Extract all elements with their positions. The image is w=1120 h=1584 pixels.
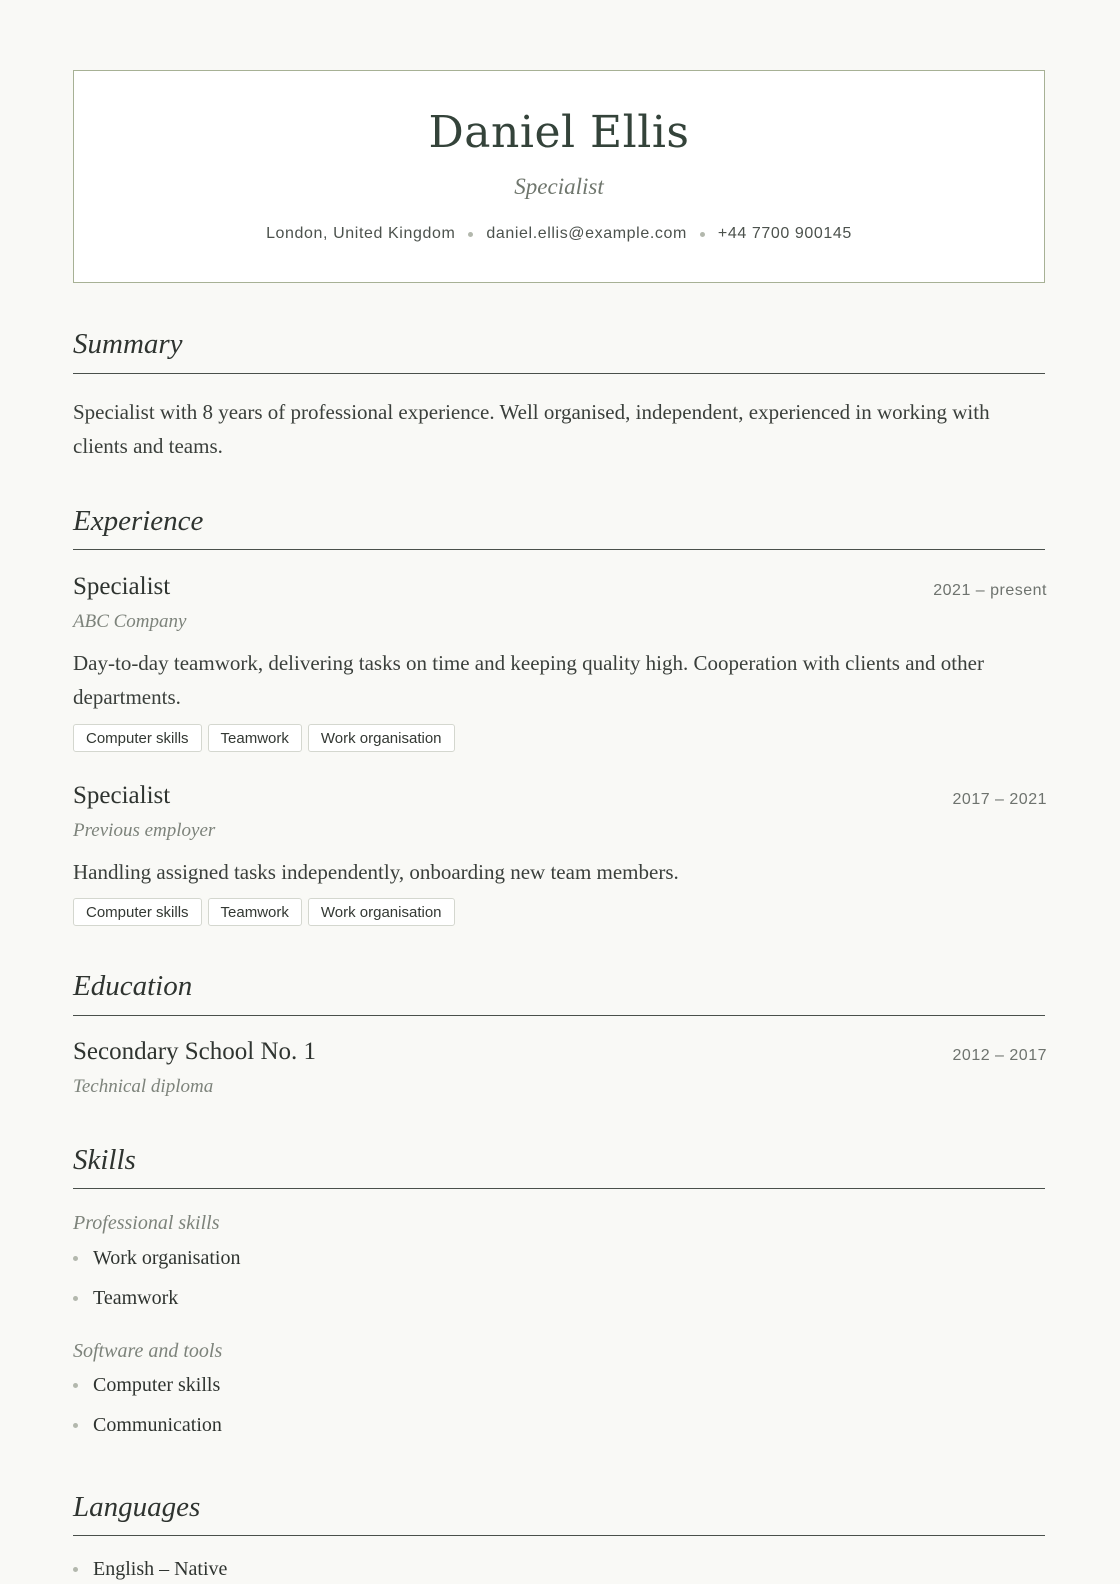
- skill-group-label: Professional skills: [73, 1212, 220, 1234]
- bullet-icon: [73, 1296, 78, 1301]
- job-dates: 2021 – present: [933, 582, 1047, 599]
- candidate-name: Daniel Ellis: [428, 107, 690, 158]
- skill-tag: Teamwork: [208, 724, 302, 752]
- job-description: Handling assigned tasks independently, onboarding new team members.: [73, 860, 679, 884]
- skill-tag: Work organisation: [308, 898, 455, 926]
- separator-dot-icon: [700, 232, 705, 237]
- skill-group-label: Software and tools: [73, 1340, 223, 1362]
- section-title-languages: Languages: [73, 1491, 201, 1523]
- phone-text: +44 7700 900145: [717, 225, 852, 242]
- school-dates: 2012 – 2017: [952, 1047, 1047, 1064]
- language-item: [73, 1558, 227, 1581]
- job-tags: [73, 898, 455, 926]
- email-text: daniel.ellis@example.com: [486, 225, 687, 242]
- skill-tag: Computer skills: [73, 898, 202, 926]
- job-tags: [73, 724, 455, 752]
- job-dates: 2017 – 2021: [952, 791, 1047, 808]
- language-item-label: English – Native: [93, 1558, 228, 1580]
- job-title: Specialist: [73, 782, 171, 809]
- skill-item-label: Computer skills: [93, 1374, 221, 1396]
- resume-header: [73, 70, 1045, 283]
- skill-tag: Computer skills: [73, 724, 202, 752]
- degree-text: Technical diploma: [73, 1076, 214, 1097]
- resume-page: [73, 70, 1047, 1580]
- contact-line: [74, 225, 1044, 243]
- section-title-experience: Experience: [73, 505, 204, 537]
- bullet-icon: [73, 1423, 78, 1428]
- skill-item: [73, 1414, 222, 1437]
- bullet-icon: [73, 1256, 78, 1261]
- job-company: Previous employer: [73, 820, 216, 841]
- summary-text: Specialist with 8 years of professional experience. Well organised, independent, experienced in working with clients and teams.: [73, 400, 990, 458]
- section-title-summary: Summary: [73, 328, 183, 360]
- section-divider: [73, 549, 1045, 550]
- section-divider: [73, 373, 1045, 374]
- bullet-icon: [73, 1567, 78, 1572]
- skill-tag: Teamwork: [208, 898, 302, 926]
- skill-item: [73, 1247, 240, 1270]
- skill-tag: Work organisation: [308, 724, 455, 752]
- job-company: ABC Company: [73, 611, 187, 632]
- skill-item: [73, 1374, 220, 1397]
- skill-item-label: Teamwork: [93, 1287, 179, 1309]
- location-text: London, United Kingdom: [266, 225, 456, 242]
- skill-item-label: Work organisation: [93, 1247, 241, 1269]
- section-title-skills: Skills: [73, 1144, 136, 1176]
- skill-item-label: Communication: [93, 1414, 222, 1436]
- section-title-education: Education: [73, 970, 193, 1002]
- job-title: Specialist: [73, 573, 171, 600]
- section-divider: [73, 1015, 1045, 1016]
- school-name: Secondary School No. 1: [73, 1038, 317, 1065]
- section-divider: [73, 1188, 1045, 1189]
- separator-dot-icon: [468, 232, 473, 237]
- job-description: Day-to-day teamwork, delivering tasks on time and keeping quality high. Cooperation with clients and other departments.: [73, 651, 984, 709]
- bullet-icon: [73, 1383, 78, 1388]
- skill-item: [73, 1287, 178, 1310]
- candidate-role: Specialist: [514, 174, 604, 199]
- section-divider: [73, 1535, 1045, 1536]
